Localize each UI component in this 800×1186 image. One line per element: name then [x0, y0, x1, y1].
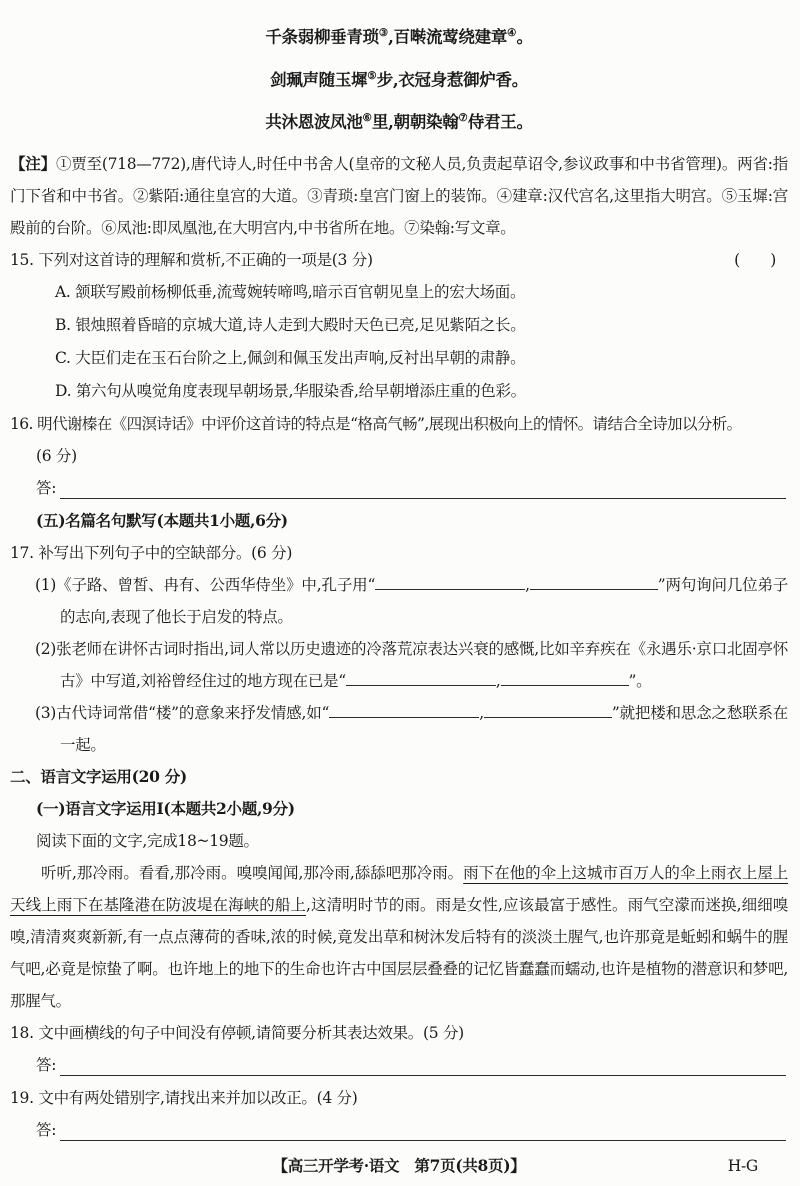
answer-label: 答:: [36, 1120, 57, 1139]
fill-blank: [375, 572, 525, 589]
answer-label: 答:: [36, 1055, 57, 1074]
poem-line-2: 剑珮声随玉墀⑤步,衣冠身惹御炉香。: [270, 69, 528, 89]
section-5-heading: (五)名篇名句默写(本题共1小题,6分): [36, 510, 288, 530]
question-18-stem: 18. 文中画横线的句子中间没有停顿,请简要分析其表达效果。(5 分): [10, 1023, 464, 1042]
answer-rule: [60, 1049, 786, 1076]
fill-blank: [329, 700, 479, 717]
question-17-item-2: [10, 633, 788, 697]
item-1-text: (1)《子路、曾皙、冉有、公西华侍坐》中,孔子用“: [35, 575, 376, 594]
item-2-text: (2)张老师在讲怀古词时指出,词人常以历史遗迹的冷落荒凉表达兴衰的感慨,比如辛弃疾在《永遇乐·京口北固亭怀古》中写道,刘裕曾经住过的地方现在已是“: [35, 639, 788, 690]
reading-instruction: 阅读下面的文字,完成18~19题。: [36, 831, 259, 850]
option-b: B. 银烛照着昏暗的京城大道,诗人走到大殿时天色已亮,足见紫陌之长。: [55, 315, 526, 334]
passage-part-2: ,这清明时节的雨。雨是女性,应该最富于感性。雨气空濛而迷换,细细嗅嗅,清清爽爽新新,有一点点薄荷的香味,浓的时候,竟发出草和树沐发后特有的淡淡土腥气,也许那竟是蚯蚓和蜗牛的腥气吧,必竟是惊蛰了啊。也许地上的地下的生命也许古中国层层叠叠的记忆皆蠢蠢而蠕动,也许是植物的潜意识和梦吧,那腥气。: [10, 895, 788, 1010]
blank-separator: ,: [495, 671, 501, 690]
note-label: 【注】: [10, 153, 56, 173]
option-a: A. 颔联写殿前杨柳低垂,流莺婉转啼鸣,暗示百官朝见皇上的宏大场面。: [55, 282, 526, 301]
question-15-options: [10, 276, 788, 408]
item-3-text-after: ”就把楼和思念之愁联系在一起。: [60, 703, 788, 754]
item-2-text-after: ”。: [628, 671, 652, 690]
question-16-answer-line: [10, 472, 788, 505]
option-c: C. 大臣们走在玉石台阶之上,佩剑和佩玉发出声响,反衬出早朝的肃静。: [55, 348, 526, 367]
answer-rule: [60, 472, 786, 499]
blank-separator: ,: [525, 575, 530, 594]
fill-blank: [530, 572, 658, 589]
question-15: [10, 244, 788, 276]
answer-bracket: ( ): [734, 250, 776, 269]
question-17-stem: 17. 补写出下列句子中的空缺部分。(6 分): [10, 543, 293, 562]
question-19-stem: 19. 文中有两处错别字,请找出来并加以改正。(4 分): [10, 1088, 358, 1107]
fill-blank: [501, 668, 629, 685]
poem-annotations: [10, 148, 788, 244]
section-2-heading: 二、语言文字运用(20 分): [10, 766, 187, 786]
question-17-item-3: [10, 697, 788, 761]
fill-blank: [484, 700, 612, 717]
answer-label: 答:: [36, 478, 57, 497]
item-3-text: (3)古代诗词常借“楼”的意象来抒发情感,如“: [35, 703, 330, 722]
blank-separator: ,: [479, 703, 484, 722]
question-16-stem: 16. 明代谢榛在《四溟诗话》中评价这首诗的特点是“格高气畅”,展现出积极向上的情怀。请结合全诗加以分析。: [10, 414, 742, 433]
passage-part-1: 听听,那冷雨。看看,那冷雨。嗅嗅闻闻,那冷雨,舔舔吧那冷雨。: [41, 863, 464, 882]
option-d: D. 第六句从嗅觉角度表现早朝场景,华服染香,给早朝增添庄重的色彩。: [55, 381, 526, 400]
item-1-text-after: ”两句询问几位弟子的志向,表现了他长于启发的特点。: [60, 575, 788, 626]
fill-blank: [346, 668, 496, 685]
question-18-answer-line: [10, 1049, 788, 1082]
note-text: ①贾至(718—772),唐代诗人,时任中书舍人(皇帝的文秘人员,负责起草诏令,参议政事和中书省管理)。两省:指门下省和中书省。②紫陌:通往皇宫的大道。③青琐:皇宫门窗上的装饰。④建章:汉代宫名,这里指大明宫。⑤玉墀:宫殿前的台阶。⑥凤池:即凤凰池,在大明宫内,中书省所在地。⑦染翰:写文章。: [10, 154, 788, 237]
poem-block: [10, 14, 788, 142]
page-footer: [10, 1151, 788, 1181]
footer-title-page-number: 【高三开学考·语文 第7页(共8页)】: [272, 1155, 526, 1175]
poem-line-1: 千条弱柳垂青琐③,百啭流莺绕建章④。: [265, 27, 533, 47]
paper-code: H-G: [727, 1156, 758, 1175]
question-17-item-1: [10, 569, 788, 633]
section-2-sub-heading: (一)语言文字运用Ⅰ(本题共2小题,9分): [36, 798, 295, 818]
passage-underlined-sentence: 雨下在他的伞上这城市百万人的伞上雨衣上屋上天线上雨下在基隆港在防波堤在海峡的船上: [10, 863, 789, 914]
reading-passage: [10, 857, 788, 1017]
poem-line-3: 共沐恩波凤池⑥里,朝朝染翰⑦侍君王。: [265, 112, 533, 132]
question-15-stem: 15. 下列对这首诗的理解和赏析,不正确的一项是(3 分): [10, 250, 373, 269]
answer-rule: [60, 1114, 786, 1141]
question-19-answer-line: [10, 1114, 788, 1147]
question-16-score: (6 分): [36, 446, 77, 465]
